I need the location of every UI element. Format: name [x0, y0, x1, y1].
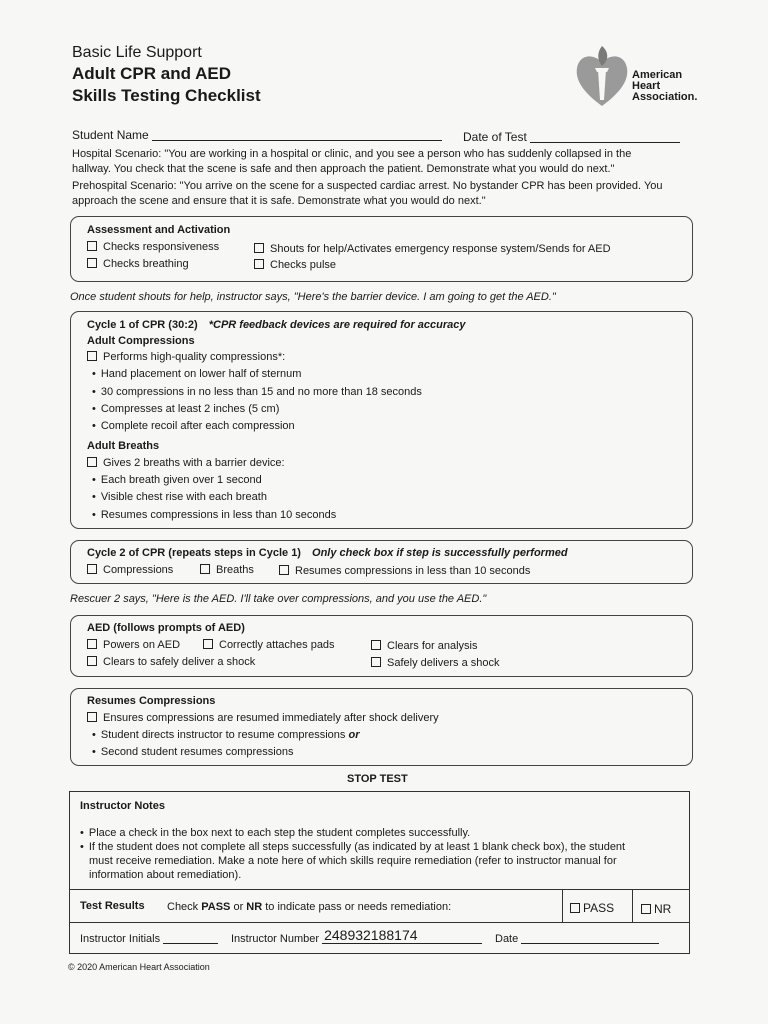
cycle2-title: Cycle 2 of CPR (repeats steps in Cycle 1) — [87, 547, 301, 559]
cycle2-note: Only check box if step is successfully performed — [312, 547, 568, 559]
nr-cell-divider — [632, 889, 633, 922]
compression-bullet: • Complete recoil after each compression — [92, 419, 295, 434]
ensures-compressions-item[interactable] — [87, 711, 439, 726]
test-results-label: Test Results — [80, 900, 145, 912]
item-label: Checks responsiveness — [103, 241, 220, 253]
checkbox[interactable] — [200, 564, 210, 574]
hospital-scenario-line1: Hospital Scenario: "You are working in a hospital or clinic, and you see a person who has suddenly collapsed in the — [72, 148, 632, 160]
checkbox[interactable] — [87, 712, 97, 722]
date-of-test-row — [463, 129, 680, 145]
pass-option[interactable] — [570, 900, 614, 916]
copyright: © 2020 American Heart Association — [68, 962, 210, 972]
checklist-title-line2: Skills Testing Checklist — [72, 86, 261, 105]
student-name-label: Student Name — [72, 128, 149, 142]
cycle1-title: Cycle 1 of CPR (30:2) — [87, 319, 198, 331]
shouts-for-help-item[interactable] — [254, 242, 611, 257]
checkbox[interactable] — [371, 640, 381, 650]
date-row — [495, 931, 659, 947]
resumes-bullet: • Second student resumes compressions — [92, 745, 293, 760]
date-of-test-label: Date of Test — [463, 130, 527, 144]
compression-bullet: • Compresses at least 2 inches (5 cm) — [92, 402, 279, 417]
bullet-text: Student directs instructor to resume compressions — [100, 729, 346, 741]
divider — [69, 922, 690, 923]
heart-torch-logo-icon — [573, 40, 631, 110]
student-name-row — [72, 127, 442, 143]
org-name-line3: Association. — [632, 91, 698, 103]
delivers-shock-item[interactable] — [371, 656, 500, 671]
instructor-notes-title: Instructor Notes — [80, 800, 165, 812]
gives-breaths-item[interactable] — [87, 456, 285, 471]
aed-title: AED (follows prompts of AED) — [87, 622, 245, 634]
prehospital-scenario-line2: approach the scene and ensure that it is safe. Demonstrate what you would do next." — [72, 195, 486, 207]
item-label: Safely delivers a shock — [387, 657, 500, 669]
clears-to-shock-item[interactable] — [87, 655, 255, 670]
checkbox[interactable] — [87, 639, 97, 649]
checkbox[interactable] — [371, 657, 381, 667]
notes-bullet-cont: must receive remediation. Make a note here of which skills require remediation (refer to instructor manual for — [89, 855, 617, 867]
instruction-pass: PASS — [201, 901, 231, 913]
cycle2-header — [87, 546, 568, 561]
nr-option[interactable] — [641, 901, 671, 917]
nr-checkbox[interactable] — [641, 904, 651, 914]
date-label: Date — [495, 933, 519, 945]
stop-test-label: STOP TEST — [347, 773, 408, 785]
resumes-bullet — [92, 728, 359, 743]
checklist-title-line1: Adult CPR and AED — [72, 64, 231, 83]
powers-on-aed-item[interactable] — [87, 638, 180, 653]
checkbox[interactable] — [87, 457, 97, 467]
item-label: Compressions — [103, 564, 174, 576]
prehospital-scenario-line1: Prehospital Scenario: "You arrive on the scene for a suspected cardiac arrest. No bystander CPR has been provided. You — [72, 180, 663, 192]
clears-for-analysis-item[interactable] — [371, 639, 477, 654]
notes-bullet: • Place a check in the box next to each step the student completes successfully. — [80, 826, 470, 841]
instructor-number-field[interactable] — [322, 927, 482, 944]
checkbox[interactable] — [87, 656, 97, 666]
breath-bullet: • Resumes compressions in less than 10 seconds — [92, 508, 336, 523]
checkbox[interactable] — [87, 351, 97, 361]
instruction-pre: Check — [167, 901, 202, 913]
cycle1-header — [87, 318, 466, 333]
breath-bullet: • Visible chest rise with each breath — [92, 490, 267, 505]
item-label: Breaths — [216, 564, 254, 576]
item-label: Powers on AED — [103, 639, 181, 651]
checkbox[interactable] — [254, 259, 264, 269]
cycle1-note: *CPR feedback devices are required for accuracy — [208, 319, 466, 331]
checks-responsiveness-item[interactable] — [87, 240, 219, 255]
org-name-line1: American — [632, 69, 683, 81]
item-label: Checks breathing — [103, 258, 189, 270]
item-label: Shouts for help/Activates emergency response system/Sends for AED — [270, 243, 611, 255]
instructor-number-value: 248932188174 — [324, 927, 418, 943]
item-label: Gives 2 breaths with a barrier device: — [103, 457, 285, 469]
item-label: Checks pulse — [270, 259, 337, 271]
initials-label: Instructor Initials — [80, 933, 161, 945]
compression-bullet: • 30 compressions in no less than 15 and no more than 18 seconds — [92, 385, 422, 400]
checkbox[interactable] — [87, 258, 97, 268]
cycle2-compressions-item[interactable] — [87, 563, 173, 578]
notes-bullet-cont: information about remediation). — [89, 869, 242, 881]
compression-bullet: • Hand placement on lower half of sternum — [92, 367, 301, 382]
instructor-number-label: Instructor Number — [231, 933, 320, 945]
pass-label: PASS — [583, 901, 615, 915]
breath-bullet: • Each breath given over 1 second — [92, 473, 262, 488]
checkbox[interactable] — [87, 564, 97, 574]
initials-field[interactable] — [163, 931, 218, 944]
instructor-number-row — [231, 927, 482, 947]
checkbox[interactable] — [87, 241, 97, 251]
item-label: Clears for analysis — [387, 640, 478, 652]
adult-compressions-title: Adult Compressions — [87, 335, 195, 347]
checks-breathing-item[interactable] — [87, 257, 189, 272]
item-label: Ensures compressions are resumed immediately after shock delivery — [103, 712, 439, 724]
checkbox[interactable] — [279, 565, 289, 575]
checkbox[interactable] — [254, 243, 264, 253]
nr-label: NR — [654, 902, 672, 916]
date-of-test-field[interactable] — [530, 130, 680, 143]
checkbox[interactable] — [203, 639, 213, 649]
performs-compressions-item[interactable] — [87, 350, 285, 365]
divider — [69, 889, 690, 890]
date-field[interactable] — [521, 931, 659, 944]
instruction-nr: NR — [246, 901, 263, 913]
pass-checkbox[interactable] — [570, 903, 580, 913]
assessment-title: Assessment and Activation — [87, 224, 231, 236]
org-name-line2: Heart — [632, 80, 661, 92]
notes-bullet: • If the student does not complete all steps successfully (as indicated by at least 1 blank check box), the student — [80, 840, 625, 855]
adult-breaths-title: Adult Breaths — [87, 440, 160, 452]
course-name: Basic Life Support — [72, 44, 202, 61]
cycle2-breaths-item[interactable] — [200, 563, 254, 578]
pass-cell-divider — [562, 889, 563, 922]
student-name-field[interactable] — [152, 128, 442, 141]
cycle2-resumes-item[interactable] — [279, 564, 530, 579]
bullet-or: or — [348, 729, 360, 741]
resumes-title: Resumes Compressions — [87, 695, 216, 707]
test-results-instruction — [167, 900, 451, 915]
instruction-post: to indicate pass or needs remediation: — [262, 901, 452, 913]
instruction-or: or — [230, 901, 247, 913]
instructor-initials-row — [80, 931, 218, 947]
checks-pulse-item[interactable] — [254, 258, 336, 273]
instructor-prompt-2: Rescuer 2 says, "Here is the AED. I'll take over compressions, and you use the AED." — [70, 593, 487, 605]
instructor-prompt-1: Once student shouts for help, instructor says, "Here's the barrier device. I am going to get the AED." — [70, 291, 556, 303]
item-label: Correctly attaches pads — [219, 639, 335, 651]
item-label: Performs high-quality compressions*: — [103, 351, 286, 363]
item-label: Clears to safely deliver a shock — [103, 656, 256, 668]
item-label: Resumes compressions in less than 10 seconds — [295, 565, 531, 577]
attaches-pads-item[interactable] — [203, 638, 335, 653]
hospital-scenario-line2: hallway. You check that the scene is safe and then approach the patient. Demonstrate what you would do next." — [72, 163, 615, 175]
